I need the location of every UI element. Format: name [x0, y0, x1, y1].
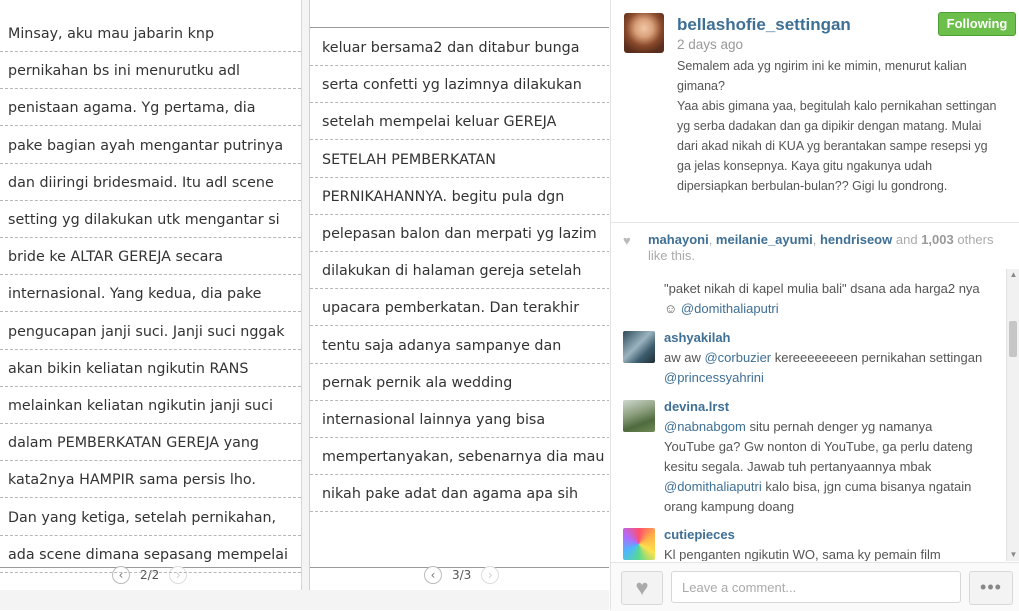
note-line [310, 214, 609, 252]
note-line-text: tentu saja adanya sampanye dan [322, 337, 562, 354]
likes-and: and [895, 232, 918, 247]
post-timestamp[interactable]: 2 days ago [677, 37, 744, 52]
heart-icon: ♥ [635, 575, 649, 600]
note-line [0, 51, 301, 89]
caption-line: Semalem ada yg ngirim ini ke mimin, menurut kalian gimana? [677, 59, 967, 93]
page-indicator [424, 566, 499, 584]
comment-text: kereeeeeeeen pernikahan settingan [771, 350, 983, 365]
note-line-text: penistaan agama. Yg pertama, dia [8, 100, 256, 117]
liker-link[interactable]: hendriseow [819, 232, 893, 247]
note-line [0, 423, 301, 461]
post-side-panel [610, 0, 1019, 610]
note-line [310, 140, 609, 178]
comment-mention[interactable]: @corbuzier [704, 350, 772, 365]
note-line [310, 177, 609, 215]
prev-page-icon: ‹ [112, 566, 130, 584]
comment-composer [611, 562, 1019, 611]
comments-list[interactable] [611, 269, 1007, 561]
note-line [310, 288, 609, 326]
note-line [0, 163, 301, 201]
note-line-text: nikah pake adat dan agama apa sih [322, 486, 579, 503]
prev-page-icon: ‹ [424, 566, 442, 584]
comment-mention[interactable]: @domithaliaputri [680, 301, 779, 316]
note-line-text: SETELAH PEMBERKATAN [322, 151, 496, 168]
note-line [310, 65, 609, 103]
note-line-text: upacara pemberkatan. Dan terakhir [322, 300, 580, 317]
note-line [0, 386, 301, 424]
likes-bar [611, 222, 1019, 270]
comment-mention[interactable]: @nabnabgom [664, 419, 746, 434]
note-line [0, 200, 301, 238]
comment-mention[interactable]: @domithaliaputri [664, 479, 762, 494]
note-line [0, 237, 301, 275]
note-line-text: ada scene dimana sepasang mempelai [8, 546, 288, 563]
scroll-up-icon[interactable]: ▲ [1009, 270, 1018, 279]
comment-body [664, 331, 984, 388]
comment-body [664, 400, 984, 517]
commenter-avatar[interactable] [623, 528, 655, 560]
note-line-text: PERNIKAHANNYA. begitu pula dgn [322, 188, 565, 205]
note-line-text: dalam PEMBERKATAN GEREJA yang [8, 435, 259, 452]
note-line [310, 437, 609, 475]
likes-others: others like this. [648, 232, 994, 263]
scroll-down-icon[interactable]: ▼ [1009, 550, 1018, 559]
author-avatar[interactable] [624, 13, 664, 53]
note-line-text: Dan yang ketiga, setelah pernikahan, [8, 509, 277, 526]
caption-line: Yaa abis gimana yaa, begitulah kalo pernikahan settingan yg serba dadakan dan ga dipikir dengan matang. Mulai dari akad nikah di KUA yg berantakan sampe resepsi yg ga jelas konsepnya. Kaya gitu ngakunya udah dipersiapkan berbulan-bulan?? Gigi lu gondrong. [677, 99, 997, 193]
comment-text: Kl penganten ngikutin WO, sama ky pemain film [664, 547, 941, 561]
note-line-text: pernikahan bs ini menurutku adl [8, 63, 241, 80]
comment-text: kalo bisa, jgn cuma bisanya ngatain orang kampung doang [664, 479, 972, 514]
note-line [0, 312, 301, 350]
comment-text: aw aw [664, 350, 705, 365]
note-line-text: dilakukan di halaman gereja setelah [322, 263, 582, 280]
comment-text: situ pernah denger yg namanya YouTube ga? Gw nonton di YouTube, ga perlu dateng kesitu segala. Jawab tuh pertanyaannya mbak [664, 419, 973, 474]
comments-scrollbar[interactable] [1006, 269, 1019, 561]
likes-count[interactable]: 1,003 [921, 232, 954, 247]
liker-link[interactable]: mahayoni [648, 232, 709, 247]
note-line [310, 102, 609, 140]
note-line-text: Minsay, aku mau jabarin knp [8, 26, 215, 42]
note-line [310, 363, 609, 401]
comment-text: "paket nikah di kapel mulia bali" dsana ada harga2 nya [664, 281, 980, 296]
note-line-text: setelah mempelai keluar GEREJA [322, 114, 557, 131]
heart-icon: ♥ [623, 233, 631, 248]
note-line-text: pake bagian ayah mengantar putrinya [8, 137, 284, 154]
note-line [0, 88, 301, 126]
more-options-button[interactable] [969, 571, 1013, 605]
note-line-text: akan bikin keliatan ngikutin RANS [8, 360, 249, 377]
note-line-text: pernak pernik ala wedding [322, 374, 513, 391]
note-line [310, 251, 609, 289]
more-options-icon: ••• [980, 577, 1002, 597]
note-line-text: kata2nya HAMPIR sama persis lho. [8, 472, 256, 489]
comment-mention[interactable]: @princessyahrini [664, 370, 764, 385]
commenter-avatar[interactable] [623, 331, 655, 363]
scrollbar-thumb[interactable] [1009, 321, 1017, 357]
note-line [0, 349, 301, 387]
note-line [310, 326, 609, 364]
note-line [0, 274, 301, 312]
note-line [0, 14, 301, 52]
notes-page-left [0, 0, 302, 590]
next-page-icon: › [481, 566, 499, 584]
note-line-text: pengucapan janji suci. Janji suci nggak [8, 323, 285, 340]
note-line-text: internasional lainnya yang bisa [322, 412, 546, 428]
note-line [310, 400, 609, 438]
author-username[interactable]: bellashofie_settingan [677, 15, 851, 34]
note-line [0, 498, 301, 536]
smile-emoji-icon: ☺ [664, 301, 678, 316]
comment-body [664, 279, 984, 319]
note-line [310, 28, 609, 66]
commenter-username[interactable]: ashyakilah [664, 330, 731, 345]
note-line-text: dan diiringi bridesmaid. Itu adl scene [8, 174, 274, 191]
commenter-username[interactable]: devina.lrst [664, 399, 730, 414]
note-line-text: internasional. Yang kedua, dia pake [8, 286, 262, 303]
comment-input[interactable] [671, 571, 961, 603]
page-number: 2/2 [140, 568, 160, 582]
note-line [310, 474, 609, 512]
note-line-text: pelepasan balon dan merpati yg lazim [322, 226, 597, 242]
page-number: 3/3 [452, 568, 472, 582]
note-line-text: setting yg dilakukan utk mengantar si [8, 212, 280, 228]
note-line [0, 460, 301, 498]
note-line-text: serta confetti yg lazimnya dilakukan [322, 77, 582, 94]
likes-summary: mahayoni, meilanie_ayumi, hendriseow and 1,003 others like this. [648, 232, 994, 263]
liker-link[interactable]: meilanie_ayumi [715, 232, 813, 247]
comment-body [664, 528, 984, 561]
notes-page-right [309, 0, 609, 590]
following-button[interactable]: Following [938, 12, 1016, 36]
commenter-avatar[interactable] [623, 400, 655, 432]
note-line-text: mempertanyakan, sebenarnya dia mau [322, 449, 605, 466]
note-line-text: melainkan keliatan ngikutin janji suci [8, 398, 273, 414]
note-line-text: bride ke ALTAR GEREJA secara [8, 249, 223, 266]
note-line [0, 535, 301, 573]
note-line [0, 126, 301, 164]
next-page-icon: › [169, 566, 187, 584]
like-button[interactable] [621, 571, 663, 605]
note-line-text: keluar bersama2 dan ditabur bunga [322, 40, 580, 56]
post-caption [677, 56, 1002, 196]
commenter-username[interactable]: cutiepieces [664, 527, 735, 542]
